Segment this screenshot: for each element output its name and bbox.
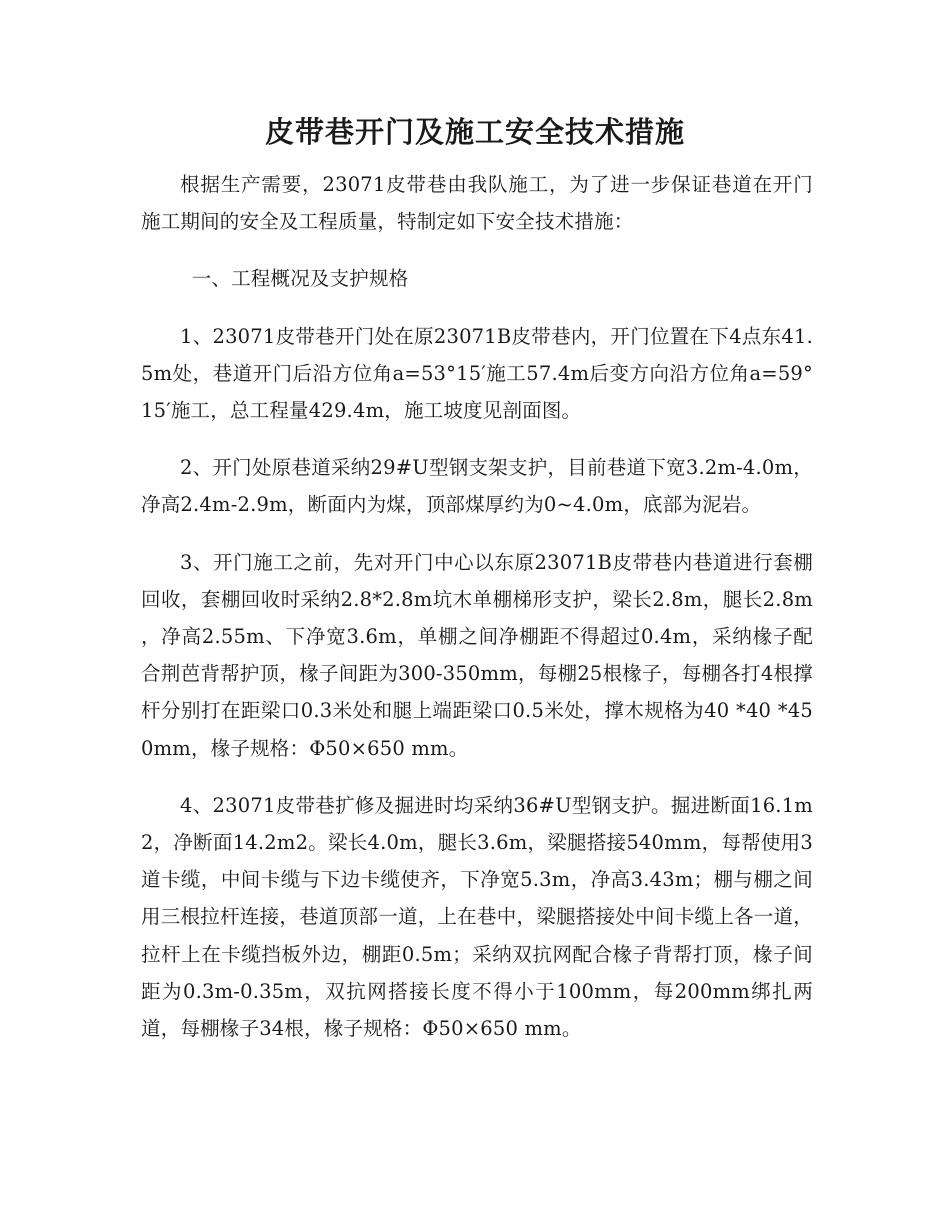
list-item: 3、开门施工之前，先对开门中心以东原23071B皮带巷内巷道进行套棚回收，套棚回收时采纳2.8*2.8m坑木单棚梯形支护，梁长2.8m，腿长2.8m ，净高2.55m、下净宽3.6m，单棚之间净棚距不得超过0.4m，采纳椽子配合荆芭背帮护顶，椽子间距为300-350mm，每棚25根椽子，每棚各打4根撑杆分别打在距梁口0.3米处和腿上端距梁口0.5米处，撑木规格为40 *40 *450mm，椽子规格：Φ50×650 mm。 (141, 550, 813, 760)
list-item: 4、23071皮带巷扩修及掘进时均采纳36#U型钢支护。掘进断面16.1m2，净断面14.2m2。梁长4.0m，腿长3.6m，梁腿搭接540mm，每帮使用3道卡缆，中间卡缆与下边卡缆使齐，下净宽5.3m，净高3.43m；棚与棚之间用三根拉杆连接，巷道顶部一道，上在巷中，梁腿搭接处中间卡缆上各一道，拉杆上在卡缆挡板外边，棚距0.5m；采纳双抗网配合椽子背帮打顶，椽子间距为0.3m-0.35m，双抗网搭接长度不得小于100mm，每200mm绑扎两道，每棚椽子34根，椽子规格：Φ50×650 mm。 (141, 793, 813, 1041)
list-item: 1、23071皮带巷开门处在原23071B皮带巷内，开门位置在下4点东41.5m处，巷道开门后沿方位角a=53°15′施工57.4m后变方向沿方位角a=59°15′施工，总工程量429.4m，施工坡度见剖面图。 (141, 324, 813, 423)
document-body (141, 166, 813, 1067)
intro-paragraph: 根据生产需要，23071皮带巷由我队施工，为了进一步保证巷道在开门施工期间的安全及工程质量，特制定如下安全技术措施： (141, 173, 813, 234)
document-title: 皮带巷开门及施工安全技术措施 (264, 115, 685, 149)
section-heading: 一、工程概况及支护规格 (191, 267, 409, 291)
list-item: 2、开门处原巷道采纳29#U型钢支架支护，目前巷道下宽3.2m-4.0m，净高2.4m-2.9m，断面内为煤，顶部煤厚约为0~4.0m，底部为泥岩。 (141, 456, 813, 517)
